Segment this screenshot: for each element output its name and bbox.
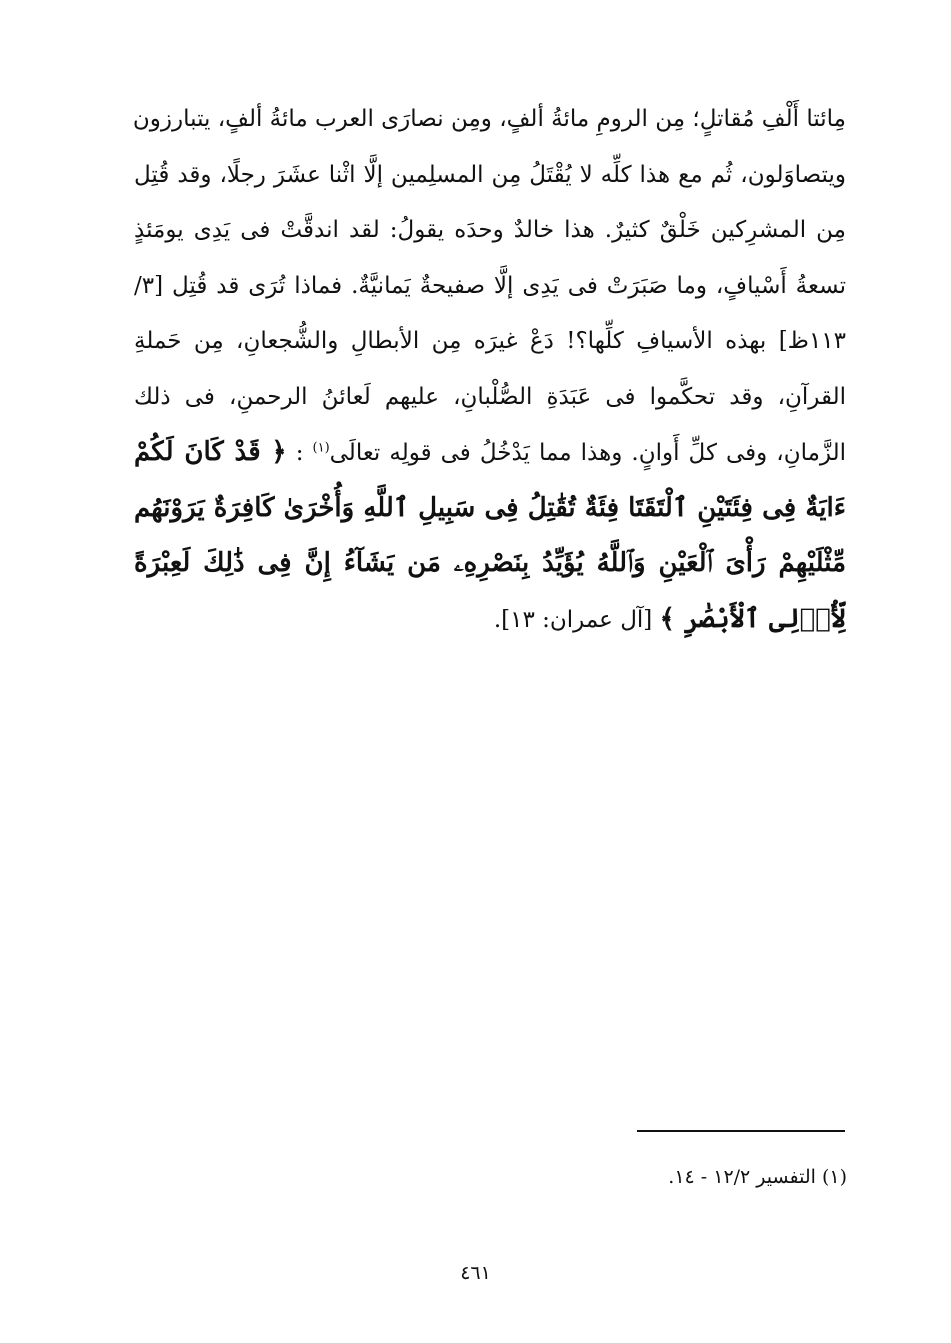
page-number: ٤٦١	[460, 1262, 491, 1284]
text-line: ويتصاوَلون، ثُم مع هذا كلِّه لا يُقْتَلُ مِن المسلِمين إلَّا اثْنا عشَرَ رجلًا، وقد قُتِل	[134, 161, 846, 188]
footnote-text: التفسير ١٢/٢ - ١٤.	[668, 1166, 816, 1188]
text-line: ١١٣ظ] بهذه الأسيافِ كلِّها؟! دَعْ غيرَه مِن الأبطالِ والشُّجعانِ، مِن حَملةِ	[134, 328, 846, 354]
quran-verse-line: ءَايَةٌ فِى فِئَتَيْنِ ٱلْتَقَتَا فِئَةٌ تُقَٰتِلُ فِى سَبِيلِ ٱللَّهِ وَأُخْرَىٰ كَافِرَةٌ يَرَوْنَهُم	[134, 492, 846, 523]
quran-verse-line: مِّثْلَيْهِمْ رَأْىَ ٱلْعَيْنِ وَٱللَّهُ يُؤَيِّدُ بِنَصْرِهِۦ مَن يَشَآءُ إِنَّ فِى ذَٰلِكَ لَعِبْرَةً	[134, 548, 846, 578]
quran-verse-fragment: لِّأُو۟لِى ٱلْأَبْصَٰرِ ﴾	[659, 603, 846, 634]
quran-verse-fragment: ﴿ قَدْ كَانَ لَكُمْ	[134, 437, 287, 467]
colon: :	[295, 440, 304, 466]
verse-citation: [آل عمران: ١٣].	[493, 606, 653, 633]
text-line: مِن المشرِكين خَلْقٌ كثيرٌ. هذا خالدٌ وحدَه يقولُ: لقد اندقَّتْ فى يَدِى يومَئذٍ	[134, 217, 846, 243]
text-line: القرآنِ، وقد تحكَّموا فى عَبَدَةِ الصُّلْبانِ، عليهم لَعائنُ الرحمنِ، فى ذلك	[134, 383, 846, 410]
text-fragment: الزَّمانِ، وفى كلِّ أَوانٍ. وهذا مما يَدْخُلُ فى قولِه تعالَى	[329, 440, 846, 466]
footnote	[347, 1160, 847, 1194]
quran-verse-closing-line	[134, 592, 846, 648]
footnote-reference: (١)	[312, 440, 330, 456]
text-line: مِائتا أَلْفِ مُقاتلٍ؛ مِن الرومِ مائةُ ألفٍ، ومِن نصارَى العرب مائةُ ألفٍ، يتبارزون	[132, 106, 846, 132]
text-line: تسعةُ أَسْيافٍ، وما صَبَرَتْ فى يَدِى إلَّا صفيحةٌ يَمانيَّةٌ. فماذا تُرَى قد قُتِل [٣/	[134, 272, 846, 299]
text-line-with-verse-opening	[134, 425, 846, 481]
footnote-marker: (١)	[821, 1166, 847, 1188]
footnote-separator	[637, 1130, 845, 1132]
main-text-block	[134, 92, 846, 647]
